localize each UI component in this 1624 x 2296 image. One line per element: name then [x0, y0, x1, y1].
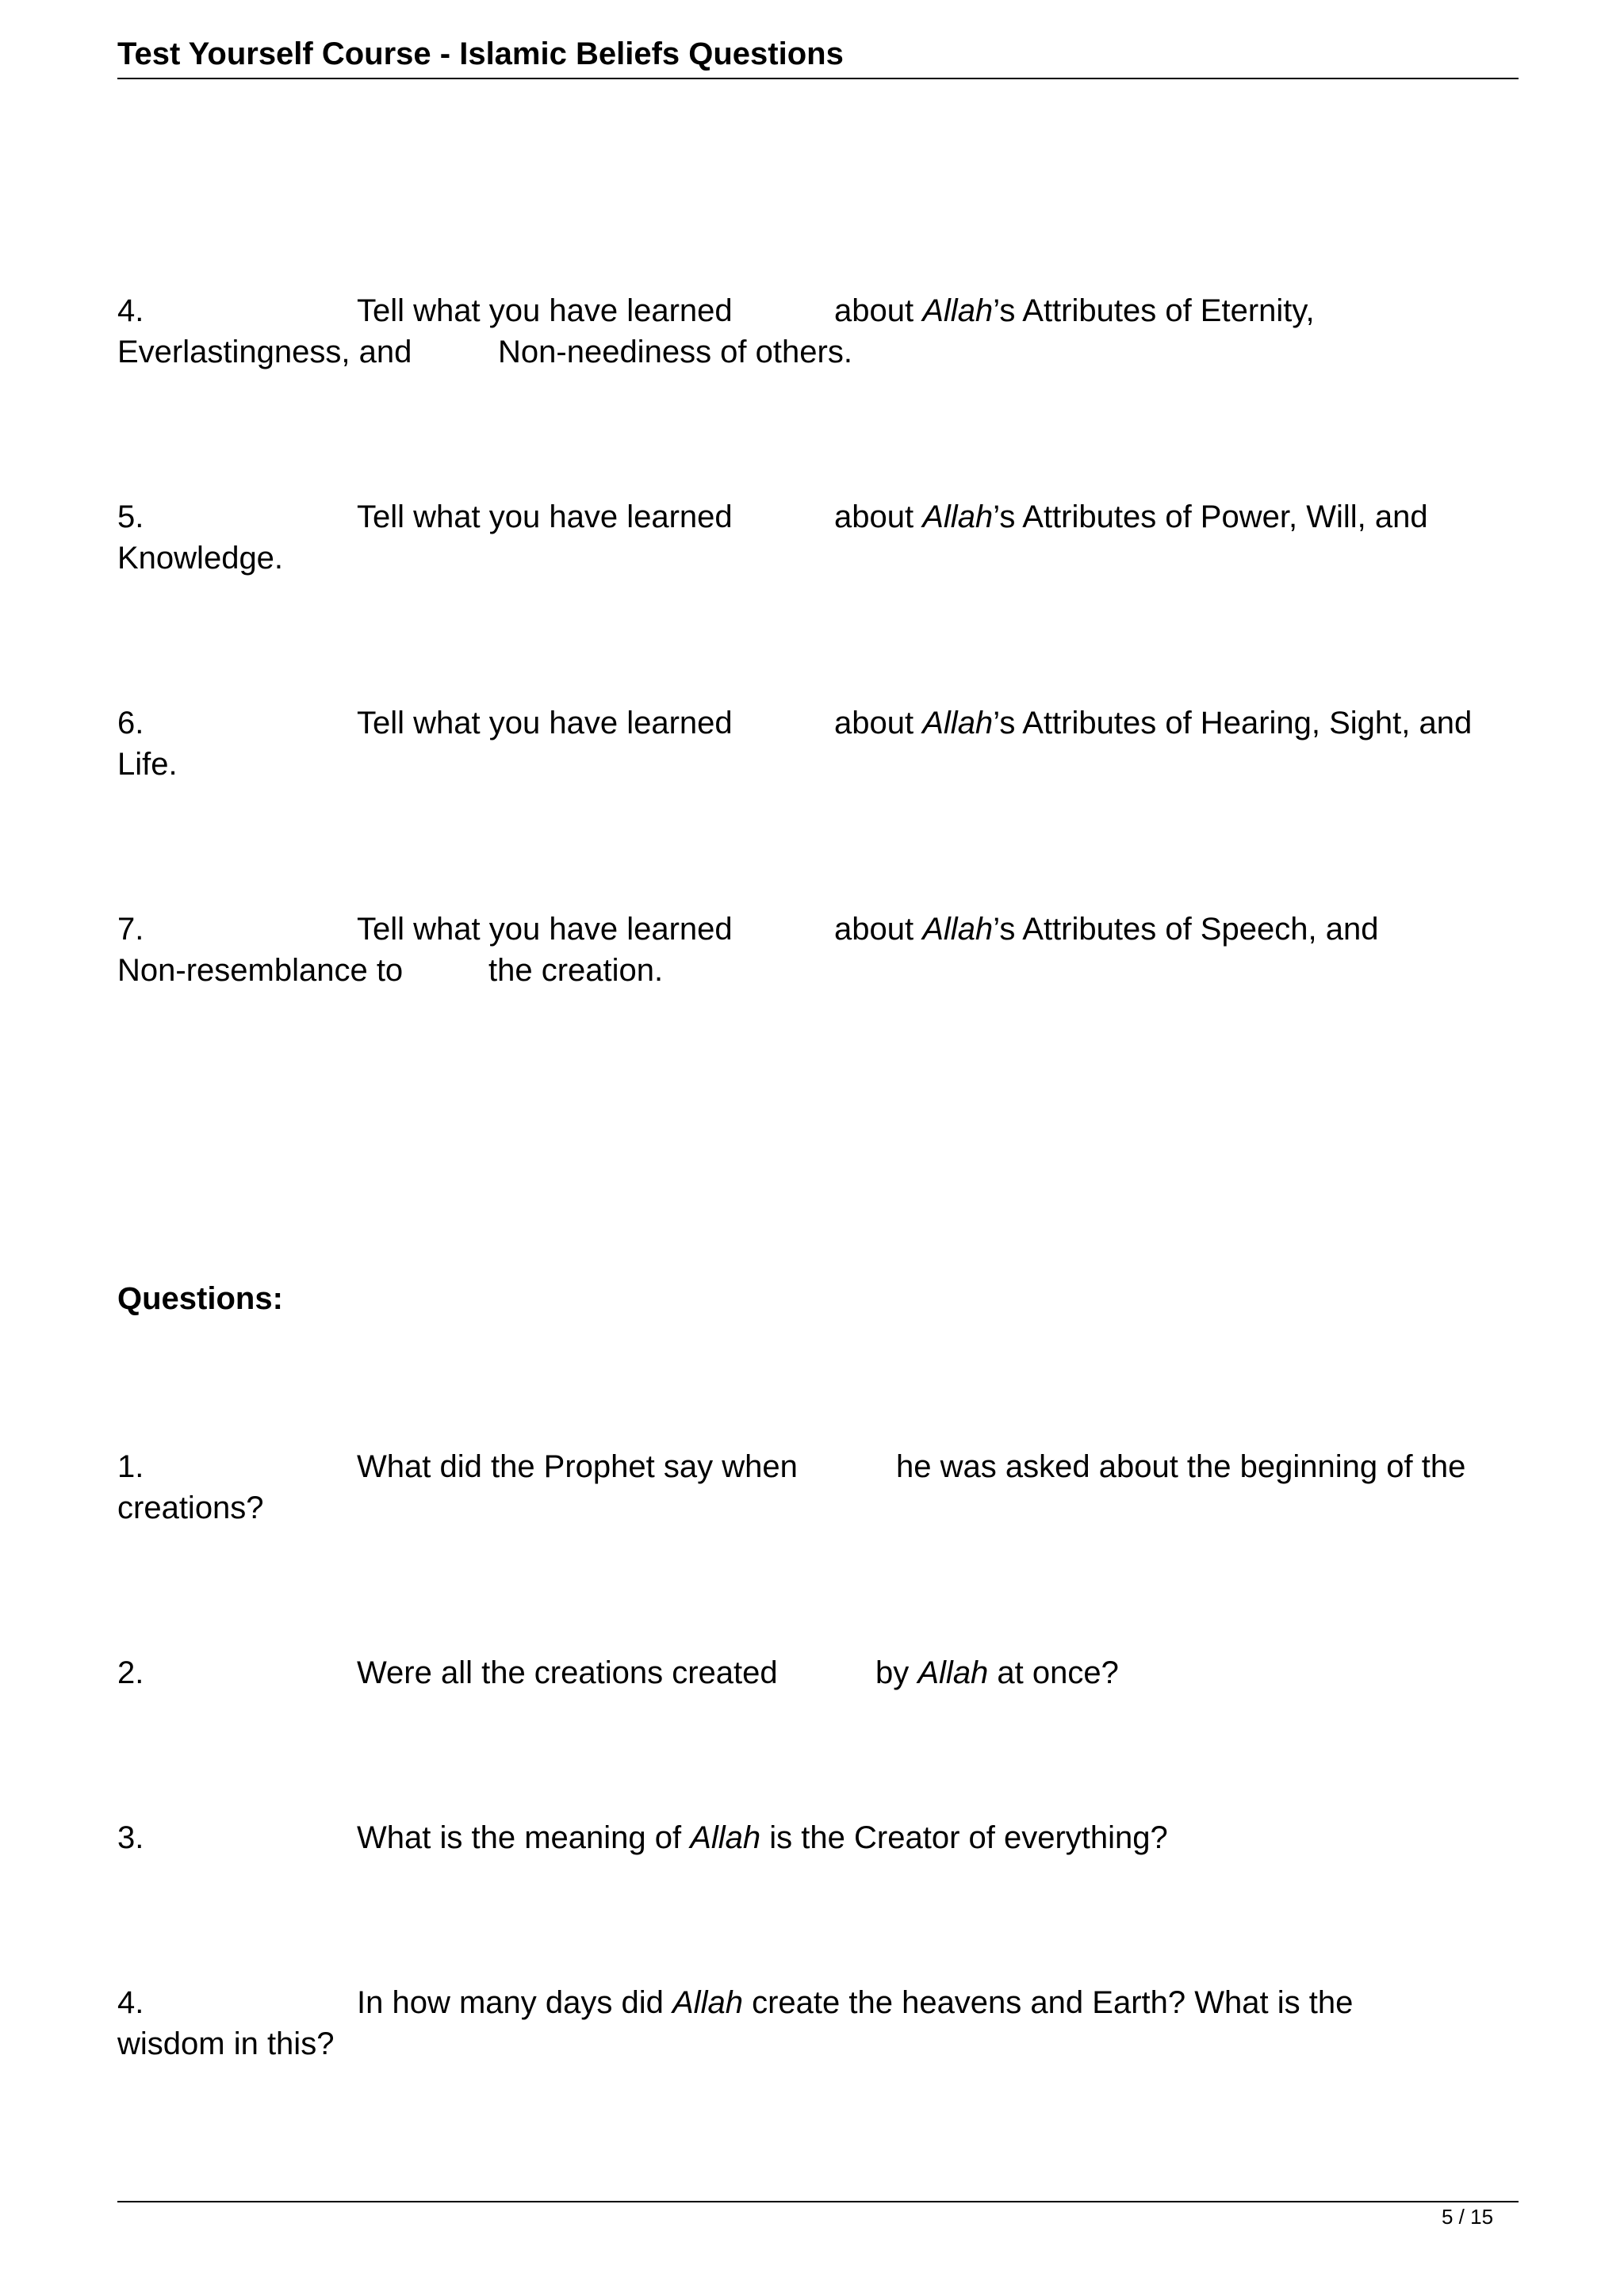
item-text: What did the Prophet say when	[357, 1449, 798, 1484]
item-line	[117, 1817, 1519, 1858]
page-number: 5 / 15	[1442, 2205, 1494, 2229]
footer-rule	[117, 2201, 1519, 2202]
item-text: Tell what you have learned	[357, 912, 733, 947]
item-text: Knowledge.	[117, 541, 284, 576]
section-heading: Questions:	[117, 1281, 283, 1316]
item-line	[117, 1982, 1519, 2023]
item-line	[117, 950, 1519, 991]
item-text: Tell what you have learned	[357, 293, 733, 328]
item-line	[117, 1446, 1519, 1487]
item-number: 6.	[117, 706, 144, 740]
item-text: creations?	[117, 1490, 264, 1525]
item-line	[117, 702, 1519, 744]
item-number: 1.	[117, 1449, 144, 1484]
item-text: the creation.	[488, 953, 664, 988]
item-number: 3.	[117, 1820, 144, 1855]
item-text: Life.	[117, 747, 178, 782]
item-text: Tell what you have learned	[357, 499, 733, 534]
item-text-cont: about Allah’s Attributes of Eternity,	[834, 293, 1315, 328]
item-line	[117, 744, 1519, 785]
item-line	[117, 496, 1519, 538]
objective-item-7	[117, 909, 1519, 991]
item-text: Non-resemblance to	[117, 953, 404, 988]
item-text: What is the meaning of Allah is the Creator of everything?	[357, 1820, 1168, 1855]
item-line	[117, 2023, 1519, 2064]
item-text-cont: he was asked about the beginning of the	[896, 1449, 1466, 1484]
item-line	[117, 331, 1519, 373]
header-rule	[117, 78, 1519, 79]
question-item-1	[117, 1446, 1519, 1529]
question-item-4	[117, 1982, 1519, 2064]
item-line	[117, 909, 1519, 950]
item-text-cont: about Allah’s Attributes of Power, Will, and	[834, 499, 1428, 534]
item-text: Tell what you have learned	[357, 706, 733, 740]
item-text: Were all the creations created	[357, 1655, 778, 1690]
item-number: 2.	[117, 1655, 144, 1690]
item-number: 5.	[117, 499, 144, 534]
item-line	[117, 290, 1519, 331]
question-item-2	[117, 1652, 1519, 1693]
item-number: 4.	[117, 1985, 144, 2020]
item-number: 7.	[117, 912, 144, 947]
item-number: 4.	[117, 293, 144, 328]
question-item-3	[117, 1817, 1519, 1858]
item-line	[117, 538, 1519, 579]
item-line	[117, 1487, 1519, 1529]
item-text-cont: about Allah’s Attributes of Speech, and	[834, 912, 1379, 947]
objective-item-5	[117, 496, 1519, 579]
item-text: Everlastingness, and	[117, 335, 412, 369]
item-text: Non-neediness of others.	[498, 335, 852, 369]
objective-item-4	[117, 290, 1519, 373]
item-text-cont: about Allah’s Attributes of Hearing, Sight, and	[834, 706, 1473, 740]
document-title: Test Yourself Course - Islamic Beliefs Questions	[117, 36, 844, 71]
item-text: wisdom in this?	[117, 2026, 335, 2061]
item-text: In how many days did Allah create the heavens and Earth? What is the	[357, 1985, 1354, 2020]
objective-item-6	[117, 702, 1519, 785]
item-line	[117, 1652, 1519, 1693]
item-text-cont: by Allah at once?	[875, 1655, 1119, 1690]
